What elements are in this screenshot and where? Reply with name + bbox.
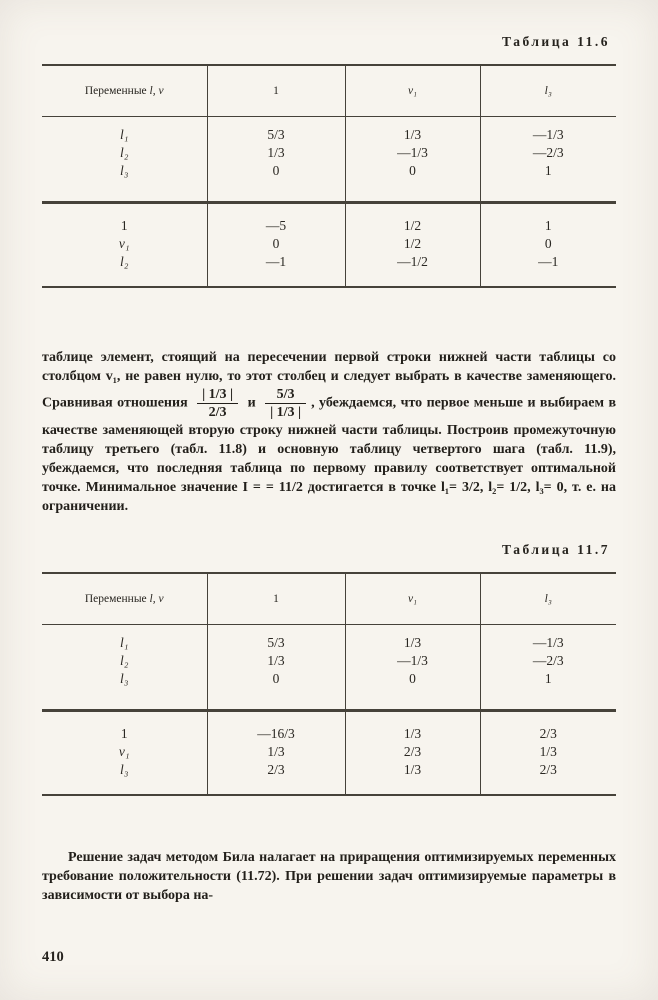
para1-conjunction: и bbox=[247, 395, 256, 411]
paragraph-2: Решение задач методом Била налагает на приращения оптимизируемых переменных требование положительности (11.72). При решении задач оптимизируемые параметры в зависимости от выбора на- bbox=[42, 850, 616, 903]
paragraph-1 bbox=[42, 348, 616, 516]
table-11-6-upper-section bbox=[42, 117, 616, 203]
fraction-1-denominator: 2/3 bbox=[208, 405, 227, 420]
cell: 5/3 bbox=[207, 117, 345, 145]
row-label: l₃ bbox=[120, 762, 129, 777]
cell: 1/2 bbox=[345, 203, 480, 236]
column-header-variables-text: Переменные bbox=[84, 593, 150, 605]
column-header-l3: l₃ bbox=[480, 65, 616, 117]
fraction-2-denominator: | 1/3 | bbox=[270, 405, 302, 420]
cell: —1/3 bbox=[480, 625, 616, 653]
column-header-v1: v₁ bbox=[345, 65, 480, 117]
row-label: l₂ bbox=[120, 254, 129, 269]
row-label: l₂ bbox=[120, 653, 129, 668]
column-header-one: 1 bbox=[207, 573, 345, 625]
cell: 5/3 bbox=[207, 625, 345, 653]
cell: —16/3 bbox=[207, 711, 345, 744]
fraction-1 bbox=[197, 386, 238, 421]
column-header-variables bbox=[42, 573, 207, 625]
table-row bbox=[42, 652, 616, 670]
cell: 2/3 bbox=[345, 743, 480, 761]
cell: —1 bbox=[207, 253, 345, 287]
table-row bbox=[42, 65, 616, 117]
cell: 0 bbox=[345, 162, 480, 203]
fraction-1-numerator: | 1/3 | bbox=[197, 386, 238, 404]
column-header-variables-symbols: l, v bbox=[149, 593, 164, 605]
table-11-6 bbox=[42, 64, 616, 288]
cell: —1/3 bbox=[345, 652, 480, 670]
cell: 0 bbox=[480, 235, 616, 253]
table-row bbox=[42, 711, 616, 744]
table-11-7-header bbox=[42, 573, 616, 625]
table-row bbox=[42, 117, 616, 145]
row-label: l₃ bbox=[42, 162, 207, 203]
cell: 1/3 bbox=[480, 743, 616, 761]
column-header-one: 1 bbox=[207, 65, 345, 117]
row-label: l₁ bbox=[120, 635, 129, 650]
table-row bbox=[42, 625, 616, 653]
cell: 1 bbox=[480, 162, 616, 203]
cell: 1 bbox=[480, 203, 616, 236]
cell: 1/3 bbox=[345, 711, 480, 744]
table-row bbox=[42, 253, 616, 287]
table-row bbox=[42, 670, 616, 711]
cell: 1 bbox=[480, 670, 616, 711]
cell: —1/2 bbox=[345, 253, 480, 287]
para1-text-4: меньше и выбираем в качестве заменяющей вторую строку нижней части таблицы. Построив промежуточную таблицу третьего (табл. 11.8) и основную таблицу четвертого шага (табл. 11.9), убеждаемся, что последняя таблица по первому правилу соответствует оптимальной точке. Минимальное значение I = = 11/2 достигается в точке l₁= 3/2, l₂= 1/2, l₃= 0, т. е. на ограничении. bbox=[42, 395, 617, 514]
column-header-l3: l₃ bbox=[480, 573, 616, 625]
table-row bbox=[42, 761, 616, 795]
row-label: l₂ bbox=[120, 145, 129, 160]
cell: 0 bbox=[207, 235, 345, 253]
table-11-7-lower-section bbox=[42, 711, 616, 796]
table-row bbox=[42, 235, 616, 253]
cell: 2/3 bbox=[480, 761, 616, 795]
table-row bbox=[42, 573, 616, 625]
para1-text-2: заменяющего. Сравнивая отношения bbox=[42, 369, 617, 411]
cell: —1 bbox=[480, 253, 616, 287]
cell: —1/3 bbox=[480, 117, 616, 145]
fraction-2-numerator: 5/3 bbox=[265, 386, 306, 404]
cell: 1/3 bbox=[207, 743, 345, 761]
para1-text-1: таблице элемент, стоящий на пересечении первой строки нижней части таблицы со столбцом v₁, не равен нулю, то этот столбец и следует выбрать в качестве bbox=[42, 350, 616, 384]
cell: —2/3 bbox=[480, 144, 616, 162]
table-row bbox=[42, 743, 616, 761]
row-label: 1 bbox=[120, 726, 128, 741]
table-11-6-header bbox=[42, 65, 616, 117]
table-11-7-upper-section bbox=[42, 625, 616, 711]
cell: 1/3 bbox=[345, 761, 480, 795]
row-label: l₁ bbox=[120, 127, 129, 142]
fraction-2 bbox=[265, 386, 306, 421]
table-row bbox=[42, 162, 616, 203]
cell: 1/2 bbox=[345, 235, 480, 253]
column-header-variables bbox=[42, 65, 207, 117]
para1-text-3: , убеждаемся, что первое bbox=[311, 395, 470, 411]
column-header-variables-text: Переменные bbox=[84, 85, 150, 97]
table-11-6-lower-section bbox=[42, 203, 616, 288]
cell: 1/3 bbox=[345, 625, 480, 653]
column-header-v1: v₁ bbox=[345, 573, 480, 625]
row-label: v₁ bbox=[118, 236, 130, 251]
cell: 0 bbox=[207, 670, 345, 711]
table-caption-11-7: Таблица 11.7 bbox=[502, 542, 610, 557]
cell: 1/3 bbox=[207, 652, 345, 670]
cell: —2/3 bbox=[480, 652, 616, 670]
row-label: 1 bbox=[120, 218, 128, 233]
cell: —5 bbox=[207, 203, 345, 236]
page-number: 410 bbox=[42, 949, 64, 965]
row-label: v₁ bbox=[118, 744, 130, 759]
cell: 0 bbox=[207, 162, 345, 203]
cell: 1/3 bbox=[207, 144, 345, 162]
table-row bbox=[42, 144, 616, 162]
column-header-variables-symbols: l, v bbox=[149, 85, 164, 97]
cell: 1/3 bbox=[345, 117, 480, 145]
cell: —1/3 bbox=[345, 144, 480, 162]
cell: 2/3 bbox=[207, 761, 345, 795]
row-label: l₃ bbox=[42, 670, 207, 711]
table-row bbox=[42, 203, 616, 236]
table-11-7 bbox=[42, 572, 616, 796]
table-caption-11-6: Таблица 11.6 bbox=[502, 34, 610, 49]
cell: 0 bbox=[345, 670, 480, 711]
cell: 2/3 bbox=[480, 711, 616, 744]
